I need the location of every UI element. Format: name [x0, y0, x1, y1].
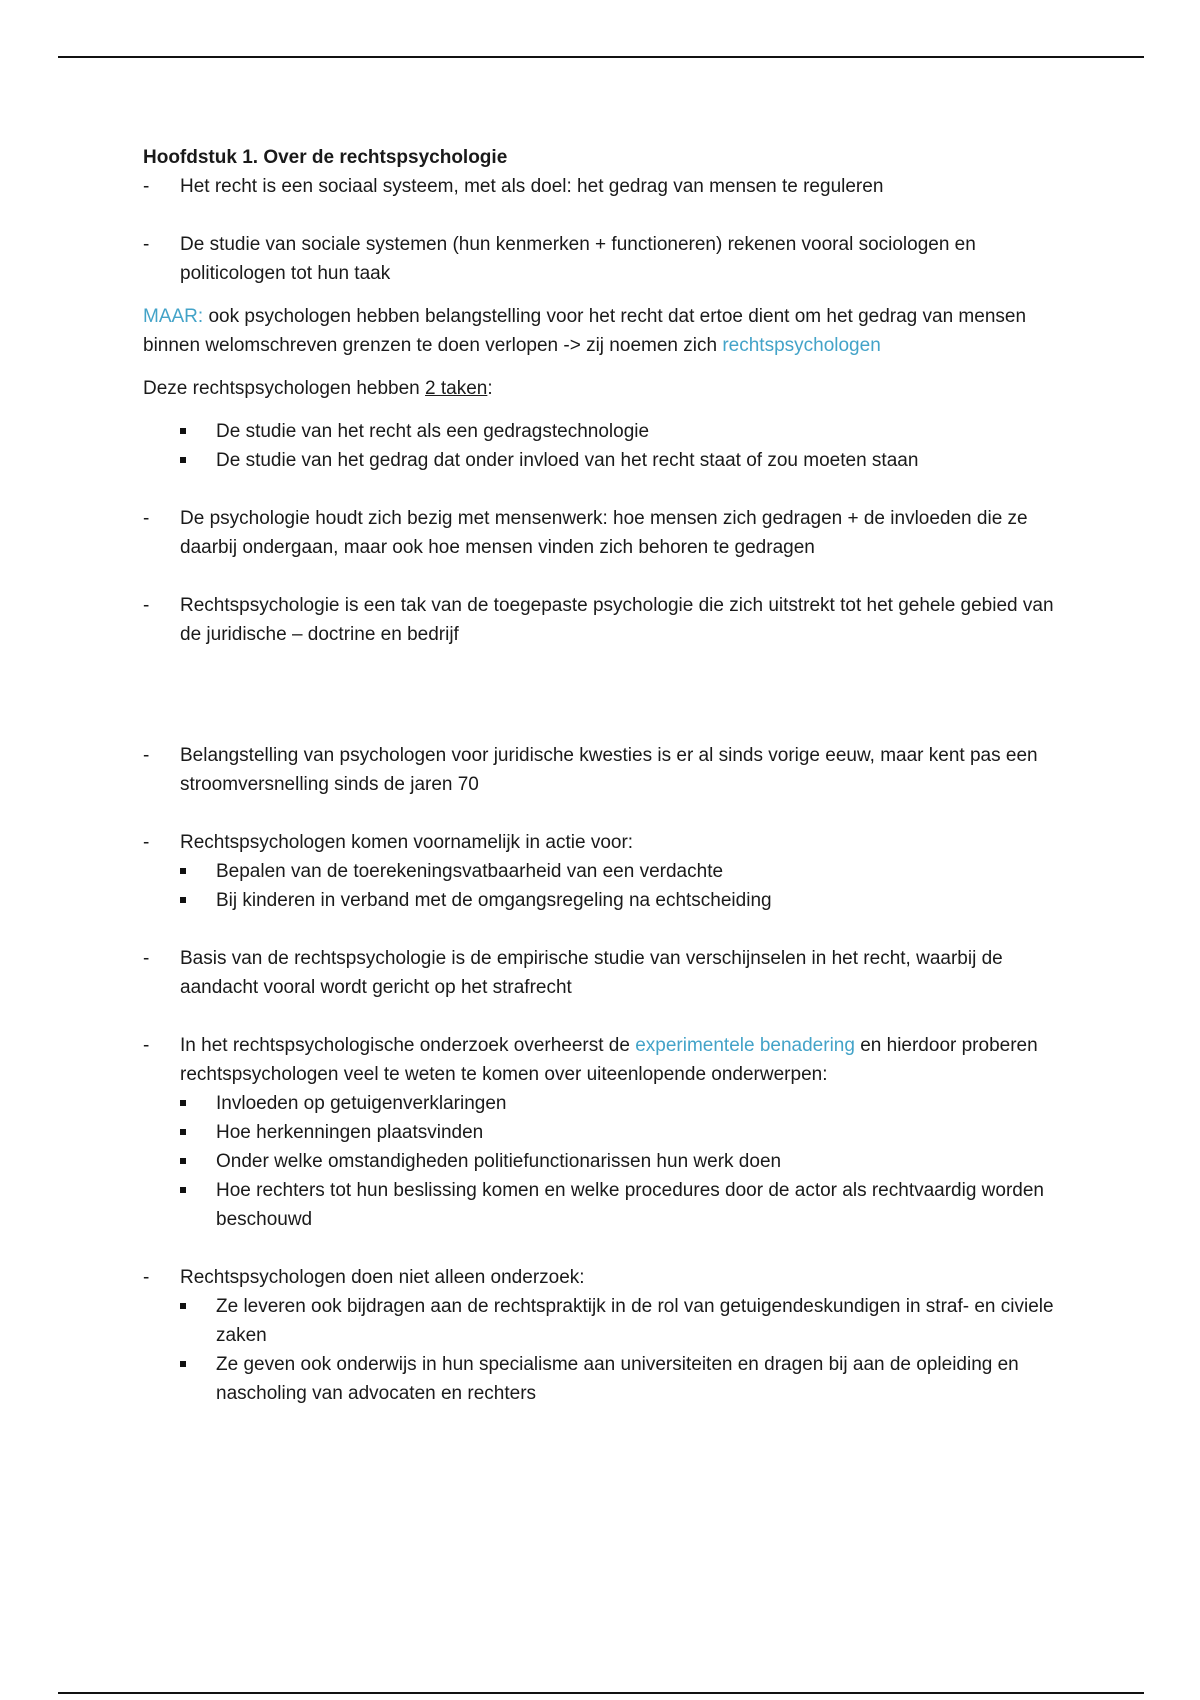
bullet-text: Rechtspsychologen komen voornamelijk in actie voor: [180, 832, 634, 853]
dash-marker: - [143, 745, 150, 766]
taken-list [180, 417, 1063, 475]
taken-intro [143, 374, 1063, 403]
list-item-text: Hoe rechters tot hun beslissing komen en welke procedures door de actor als rechtvaardig worden beschouwd [216, 1180, 1045, 1230]
square-bullet-icon [180, 868, 186, 874]
bullet-empirische-studie [143, 944, 1063, 1002]
niet-alleen-onderzoek-list [180, 1292, 1063, 1408]
header-rule [58, 56, 1144, 58]
list-item-text: Bij kinderen in verband met de omgangsregeling na echtscheiding [216, 890, 772, 911]
list-item [180, 857, 1063, 886]
bullet-text [180, 1035, 1038, 1085]
bullet-onderzoek [143, 1031, 1063, 1089]
in-actie-list [180, 857, 1063, 915]
list-item-text: Hoe herkenningen plaatsvinden [216, 1122, 484, 1143]
bullet-recht-sociaal-systeem [143, 172, 1063, 201]
dash-marker: - [143, 832, 150, 853]
bullet-text: Belangstelling van psychologen voor juridische kwesties is er al sinds vorige eeuw, maar kent pas een stroomversnelling sinds de jaren 70 [180, 745, 1038, 795]
square-bullet-icon [180, 1361, 186, 1367]
square-bullet-icon [180, 1129, 186, 1135]
dash-marker: - [143, 176, 150, 197]
chapter-title: Hoofdstuk 1. Over de rechtspsychologie [143, 147, 508, 168]
bullet-text: Het recht is een sociaal systeem, met als doel: het gedrag van mensen te reguleren [180, 176, 884, 197]
bullet-text: De studie van sociale systemen (hun kenmerken + functioneren) rekenen vooral sociologen en politicologen tot hun taak [180, 234, 976, 284]
list-item [180, 1089, 1063, 1118]
document-body [143, 143, 1063, 1408]
maar-paragraph [143, 302, 1063, 360]
bullet-in-actie [143, 828, 1063, 857]
footer-rule [58, 1692, 1144, 1694]
list-item [180, 1292, 1063, 1350]
list-item [180, 417, 1063, 446]
bullet-text-pre: In het rechtspsychologische onderzoek overheerst de [180, 1035, 636, 1056]
bullet-text: Rechtspsychologen doen niet alleen onderzoek: [180, 1267, 585, 1288]
bullet-text-post: en hierdoor proberen rechtspsychologen veel te weten te komen over uiteenlopende onderwerpen: [180, 1035, 1038, 1085]
bullet-mensenwerk [143, 504, 1063, 562]
list-item [180, 1118, 1063, 1147]
list-item [180, 886, 1063, 915]
list-item-text: Invloeden op getuigenverklaringen [216, 1093, 507, 1114]
list-item-text: De studie van het recht als een gedragstechnologie [216, 421, 650, 442]
square-bullet-icon [180, 1187, 186, 1193]
bullet-belangstelling [143, 741, 1063, 799]
list-item [180, 1350, 1063, 1408]
bullet-text: Basis van de rechtspsychologie is de empirische studie van verschijnselen in het recht, waarbij de aandacht vooral wordt gericht op het strafrecht [180, 948, 1003, 998]
list-item-text: De studie van het gedrag dat onder invloed van het recht staat of zou moeten staan [216, 450, 919, 471]
dash-marker: - [143, 508, 150, 529]
list-item [180, 446, 1063, 475]
term-experimentele-benadering: experimentele benadering [635, 1035, 855, 1056]
list-item-text: Bepalen van de toerekeningsvatbaarheid van een verdachte [216, 861, 724, 882]
dash-marker: - [143, 234, 150, 255]
dash-marker: - [143, 1267, 150, 1288]
square-bullet-icon [180, 1100, 186, 1106]
dash-marker: - [143, 595, 150, 616]
square-bullet-icon [180, 1158, 186, 1164]
list-item-text: Onder welke omstandigheden politiefunctionarissen hun werk doen [216, 1151, 782, 1172]
bullet-text: Rechtspsychologie is een tak van de toegepaste psychologie die zich uitstrekt tot het gehele gebied van de juridische – doctrine en bedrijf [180, 595, 1054, 645]
list-item [180, 1147, 1063, 1176]
list-item [180, 1176, 1063, 1234]
maar-label: MAAR: [143, 306, 204, 327]
bullet-sociale-systemen [143, 230, 1063, 288]
dash-marker: - [143, 948, 150, 969]
onderzoek-list [180, 1089, 1063, 1234]
square-bullet-icon [180, 897, 186, 903]
square-bullet-icon [180, 457, 186, 463]
square-bullet-icon [180, 1303, 186, 1309]
list-item-text: Ze leveren ook bijdragen aan de rechtspraktijk in de rol van getuigendeskundigen in straf- en civiele zaken [216, 1296, 1054, 1346]
dash-marker: - [143, 1035, 150, 1056]
maar-text: ook psychologen hebben belangstelling voor het recht dat ertoe dient om het gedrag van mensen binnen welomschreven grenzen te doen verlopen -> zij noemen zich [143, 306, 1027, 356]
bullet-niet-alleen-onderzoek [143, 1263, 1063, 1292]
term-rechtspsychologen: rechtspsychologen [722, 335, 881, 356]
taken-intro-text: Deze rechtspsychologen hebben [143, 378, 426, 399]
list-item-text: Ze geven ook onderwijs in hun specialisme aan universiteiten en dragen bij aan de opleiding en nascholing van advocaten en rechters [216, 1354, 1019, 1404]
square-bullet-icon [180, 428, 186, 434]
bullet-text: De psychologie houdt zich bezig met mensenwerk: hoe mensen zich gedragen + de invloeden die ze daarbij ondergaan, maar ook hoe mensen vinden zich behoren te gedragen [180, 508, 1028, 558]
taken-count: 2 taken [425, 378, 488, 399]
taken-colon: : [487, 378, 493, 399]
bullet-toegepaste-psychologie [143, 591, 1063, 649]
